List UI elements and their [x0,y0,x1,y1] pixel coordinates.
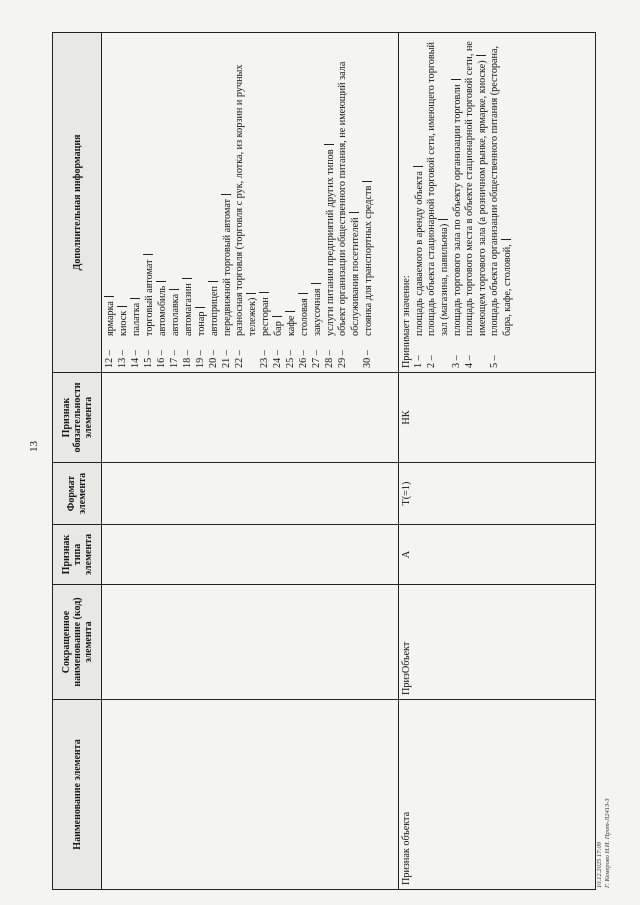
list-item [272,37,285,368]
value-code: 28 – [324,350,335,368]
value-code: 25 – [285,350,296,368]
list-item [451,37,464,368]
header-additional-info: Дополнительная информация [53,33,102,373]
list-item [464,37,489,368]
edit-mark [246,293,256,294]
value-text: разносная торговля (торговля с рук, лотка, из корзин и ручных тележек) [234,64,258,336]
table-row [102,33,399,890]
value-code: 21 – [221,350,232,368]
value-text: тонар [196,311,207,336]
edit-mark [349,212,359,213]
edit-mark [501,239,511,240]
value-code: 23 – [259,350,270,368]
page-number: 13 [28,441,40,452]
values-intro: Принимает значение: [401,275,412,368]
edit-mark [476,55,486,56]
cell-name: Признак объекта [399,700,596,890]
value-text: ярмарка [105,301,116,336]
value-code: 18 – [182,350,193,368]
list-item [362,37,375,368]
value-text: автомобиль [157,285,168,336]
value-code: 16 – [156,350,167,368]
cell-name [102,700,399,890]
value-text: стоянка для транспортных средств [363,185,374,336]
edit-mark [311,283,321,284]
value-code: 4 – [464,355,475,368]
value-text: площадь торгового зала по объекту организации торговли [452,84,463,336]
edit-mark [324,144,334,145]
value-text: площадь объекта стационарной торговой сети, имеющего торговый зал (магазина, павильона) [426,42,450,336]
value-text: услуги питания предприятий других типов [325,149,336,336]
footer-date: 10.12.2025 17:09 [596,841,603,888]
edit-mark [438,219,448,220]
edit-mark [362,181,372,182]
elements-table [52,32,596,890]
edit-mark [195,307,205,308]
value-code: 24 – [272,350,283,368]
value-text: ресторан [260,297,271,336]
value-list [413,37,514,368]
table-row [399,33,596,890]
cell-info [399,33,596,373]
value-text: объект организации общественного питания, не имеющий зала обслуживания посетителей [337,61,361,336]
edit-mark [259,292,269,293]
document-table-wrapper [52,33,584,890]
value-code: 26 – [298,350,309,368]
value-code: 1 – [413,355,424,368]
value-code: 5 – [489,355,500,368]
value-code: 14 – [130,350,141,368]
value-text: бар [273,321,284,336]
value-code: 3 – [451,355,462,368]
value-text: автомагазин [183,283,194,336]
list-item [259,37,272,368]
value-text: автолавка [170,293,181,336]
cell-code [102,585,399,700]
edit-mark [143,254,153,255]
table-header-row [53,33,102,890]
list-item [234,37,259,368]
value-text: киоск [118,310,129,336]
list-item [143,37,156,368]
value-text: палатка [131,302,142,336]
list-item [117,37,130,368]
cell-required: НК [399,373,596,463]
value-code: 29 – [337,350,348,368]
list-item [413,37,426,368]
value-text: кафе [286,315,297,336]
value-text: торговый автомат [144,259,155,336]
list-item [311,37,324,368]
edit-mark [298,293,308,294]
header-element-format: Формат элемента [53,463,102,525]
cell-required [102,373,399,463]
value-code: 27 – [311,350,322,368]
edit-mark [169,289,179,290]
edit-mark [221,194,231,195]
value-code: 17 – [169,350,180,368]
value-code: 22 – [234,350,245,368]
value-code: 2 – [426,355,437,368]
list-item [208,37,221,368]
value-list [104,37,375,368]
list-item [195,37,208,368]
value-text: автоприцеп [209,286,220,336]
header-element-type: Признак типа элемента [53,525,102,585]
cell-info [102,33,399,373]
footer-doc-ref: Г. Кемерово Н.И. Прот-Л2413-3 [604,798,611,888]
value-code: 30 – [362,350,373,368]
edit-mark [272,316,282,317]
cell-type: А [399,525,596,585]
value-code: 20 – [208,350,219,368]
footer-stamp [596,798,612,888]
header-element-code: Сокращенное наименование (код) элемента [53,585,102,700]
value-text: закусочная [312,288,323,336]
list-item [156,37,169,368]
edit-mark [182,278,192,279]
list-item [426,37,451,368]
value-code: 12 – [104,350,115,368]
edit-mark [208,281,218,282]
edit-mark [117,306,127,307]
edit-mark [451,79,461,80]
value-text: передвижной торговый автомат [222,198,233,336]
cell-type [102,525,399,585]
list-item [489,37,514,368]
value-code: 15 – [143,350,154,368]
value-text: площадь торгового места в объекте стационарной торговой сети, не имеющем торгового зала (а розничном рынке, ярмарке, киоске) [464,41,488,336]
list-item [298,37,311,368]
list-item [324,37,337,368]
list-item [169,37,182,368]
edit-mark [285,311,295,312]
list-item [221,37,234,368]
edit-mark [156,281,166,282]
list-item [182,37,195,368]
edit-mark [130,298,140,299]
value-text: площадь объекта организации общественного питания (ресторана, бара, кафе, столовой, [489,45,513,336]
value-text: столовая [299,298,310,336]
value-code: 19 – [195,350,206,368]
header-element-name: Наименование элемента [53,700,102,890]
list-item [285,37,298,368]
cell-code: ПризОбъект [399,585,596,700]
value-code: 13 – [117,350,128,368]
cell-format: T(=1) [399,463,596,525]
edit-mark [413,166,423,167]
list-item [337,37,362,368]
list-item [104,37,117,368]
header-element-required: Признак обязательности элемента [53,373,102,463]
edit-mark [104,296,114,297]
list-item [130,37,143,368]
cell-format [102,463,399,525]
value-text: площадь сдаваемого в аренду объекта [414,171,425,336]
